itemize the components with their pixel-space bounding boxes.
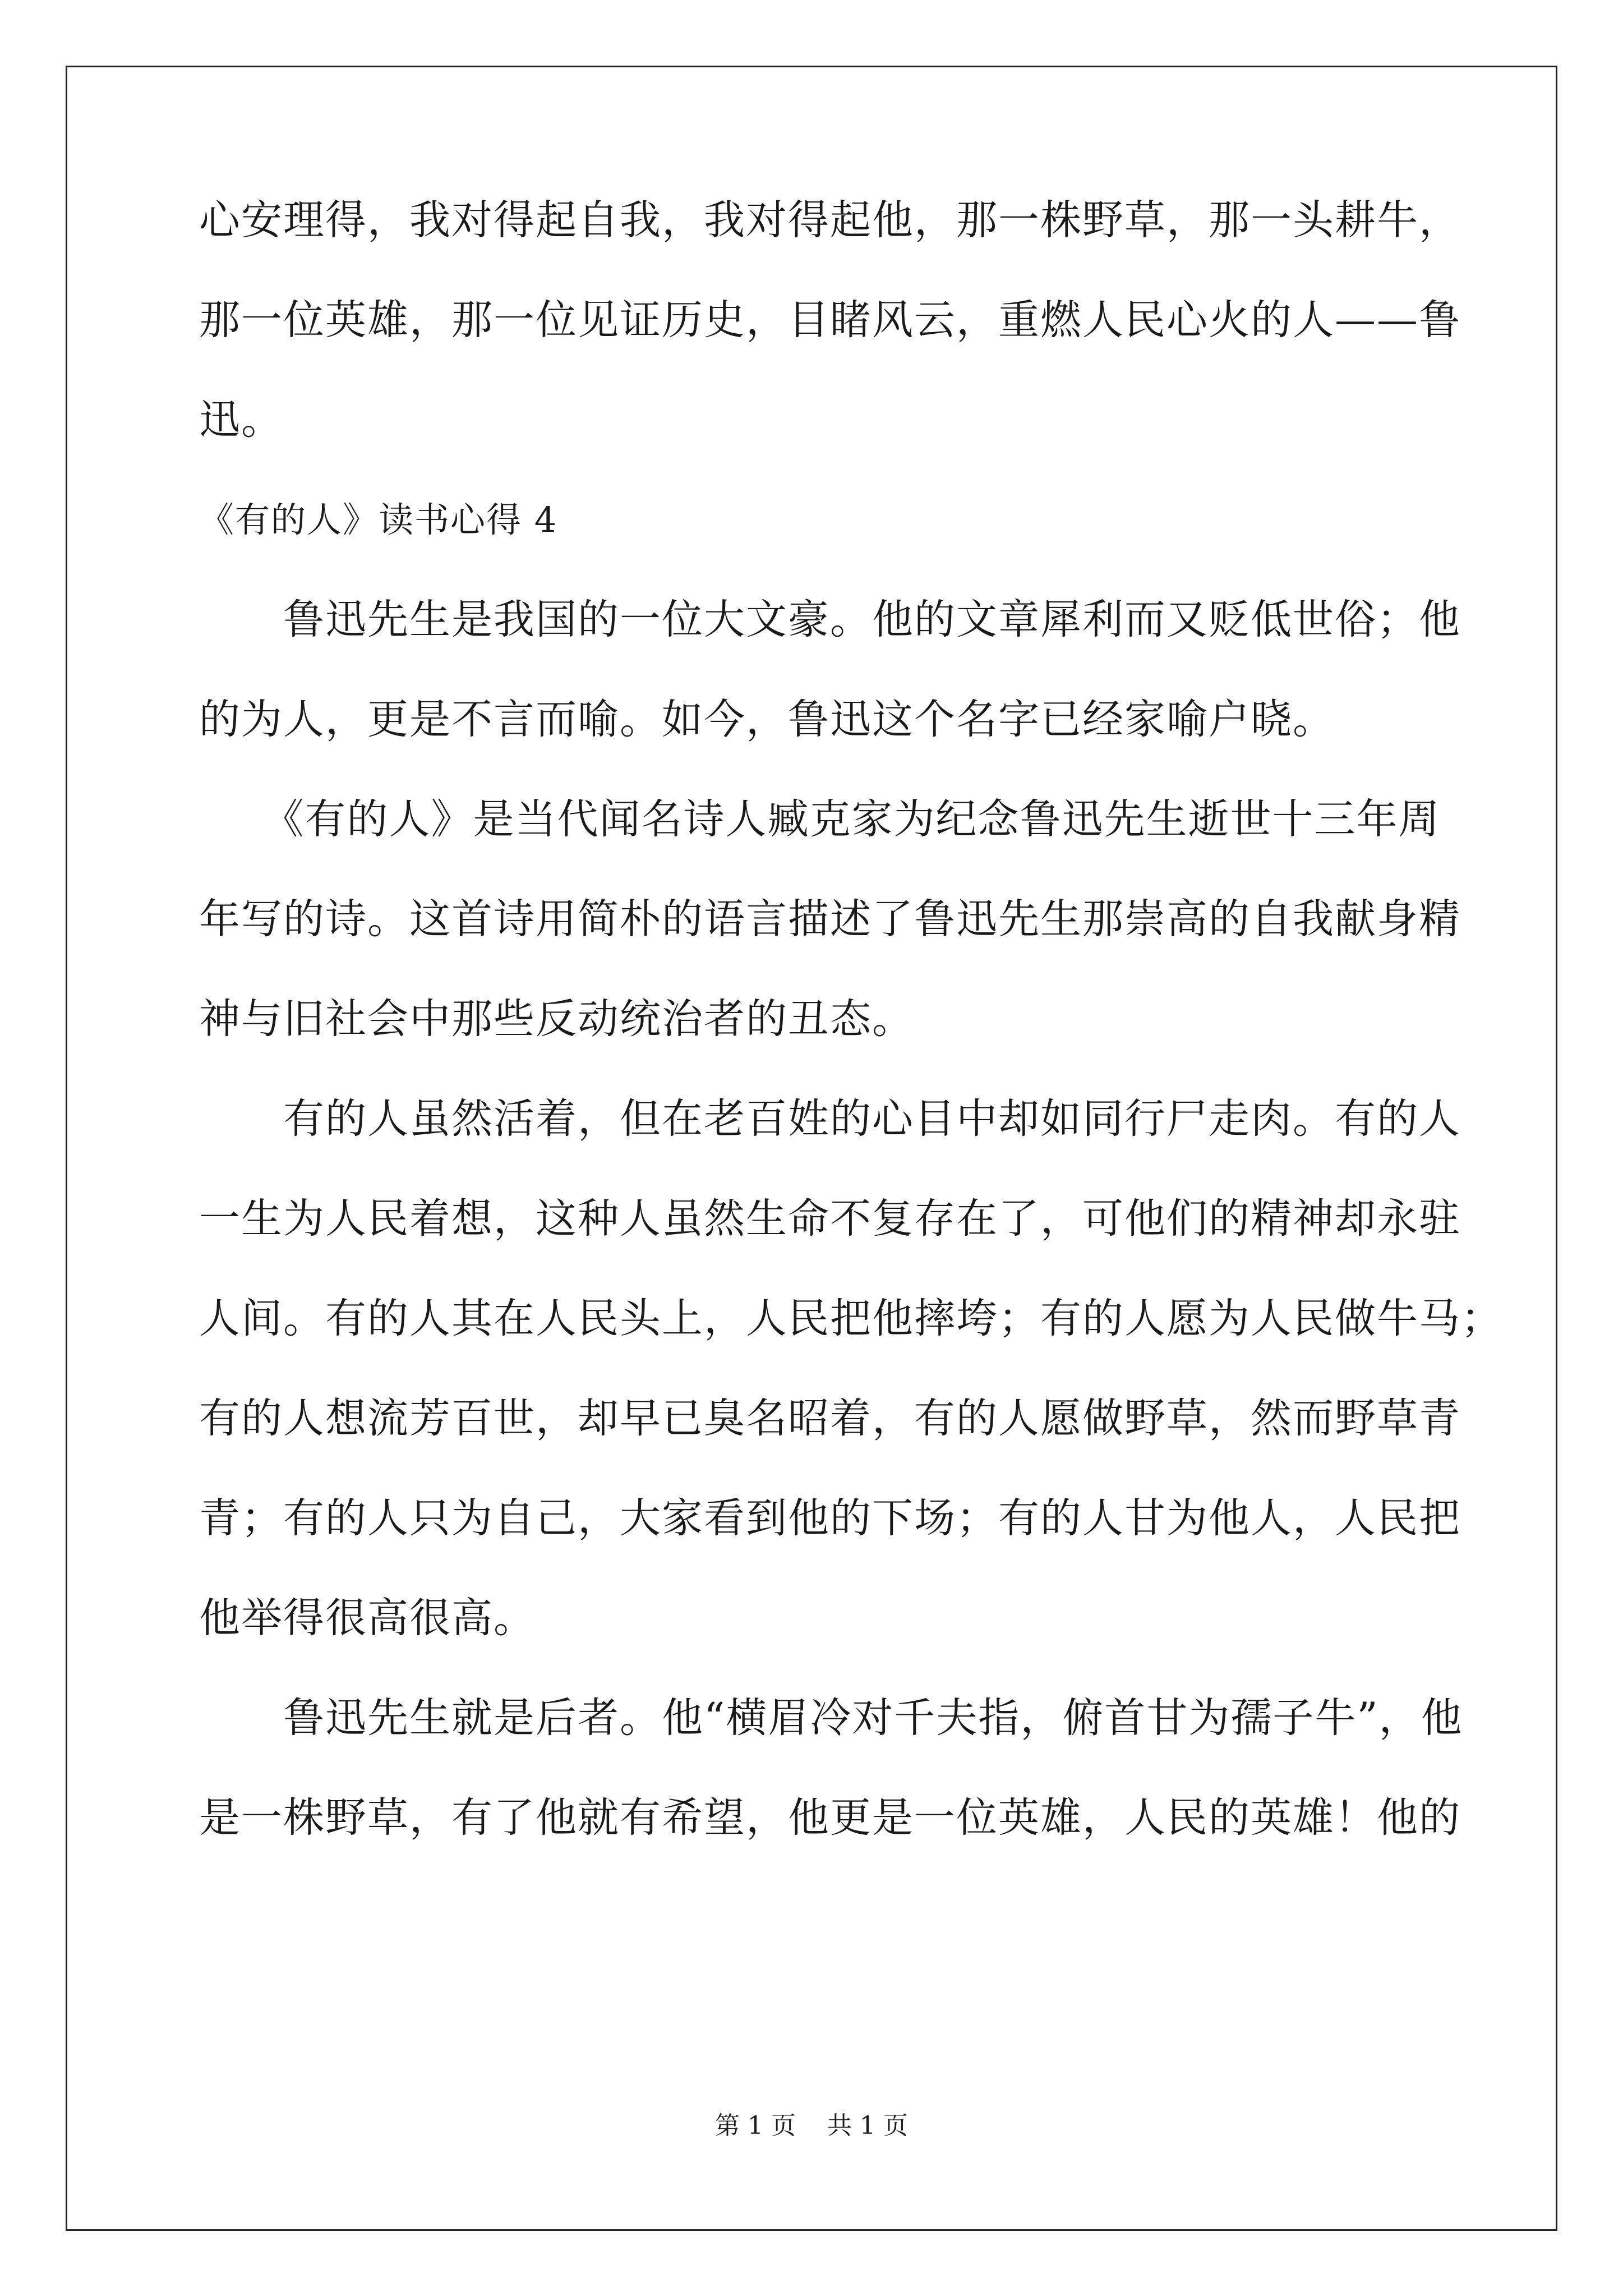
text-line-14: 青；有的人只为自己，大家看到他的下场；有的人甘为他人，人民把: [199, 1494, 1461, 1542]
text-line-11: 一生为人民着想，这种人虽然生命不复存在了，可他们的精神却永驻: [199, 1195, 1461, 1243]
section-heading: 《有的人》读书心得 4: [199, 499, 558, 540]
text-line-12: 人间。有的人其在人民头上，人民把他摔垮；有的人愿为人民做牛马；: [199, 1295, 1503, 1342]
text-line-2: 那一位英雄，那一位见证历史，目睹风云，重燃人民心火的人——鲁: [199, 296, 1461, 344]
text-line-7: 《有的人》是当代闻名诗人臧克家为纪念鲁迅先生逝世十三年周: [199, 795, 1441, 843]
text-line-17: 是一株野草，有了他就有希望，他更是一位英雄，人民的英雄！他的: [199, 1794, 1461, 1842]
text-line-6: 的为人，更是不言而喻。如今，鲁迅这个名字已经家喻户晓。: [199, 696, 1335, 743]
text-line-9: 神与旧社会中那些反动统治者的丑态。: [199, 995, 914, 1043]
text-line-1: 心安理得，我对得起自我，我对得起他，那一株野草，那一头耕牛，: [199, 196, 1461, 244]
text-line-13: 有的人想流芳百世，却早已臭名昭着，有的人愿做野草，然而野草青: [199, 1395, 1461, 1442]
text-line-8: 年写的诗。这首诗用简朴的语言描述了鲁迅先生那崇高的自我献身精: [199, 895, 1461, 943]
page-number-footer: 第 1 页 共 1 页: [715, 2111, 908, 2140]
page-border: [66, 66, 1557, 2231]
text-line-16: 鲁迅先生就是后者。他“横眉冷对千夫指，俯首甘为孺子牛”，他: [199, 1694, 1463, 1742]
text-line-5: 鲁迅先生是我国的一位大文豪。他的文章犀利而又贬低世俗；他: [199, 596, 1461, 643]
text-line-10: 有的人虽然活着，但在老百姓的心目中却如同行尸走肉。有的人: [199, 1095, 1461, 1143]
text-line-15: 他举得很高很高。: [199, 1594, 536, 1642]
text-line-3: 迅。: [199, 396, 283, 444]
